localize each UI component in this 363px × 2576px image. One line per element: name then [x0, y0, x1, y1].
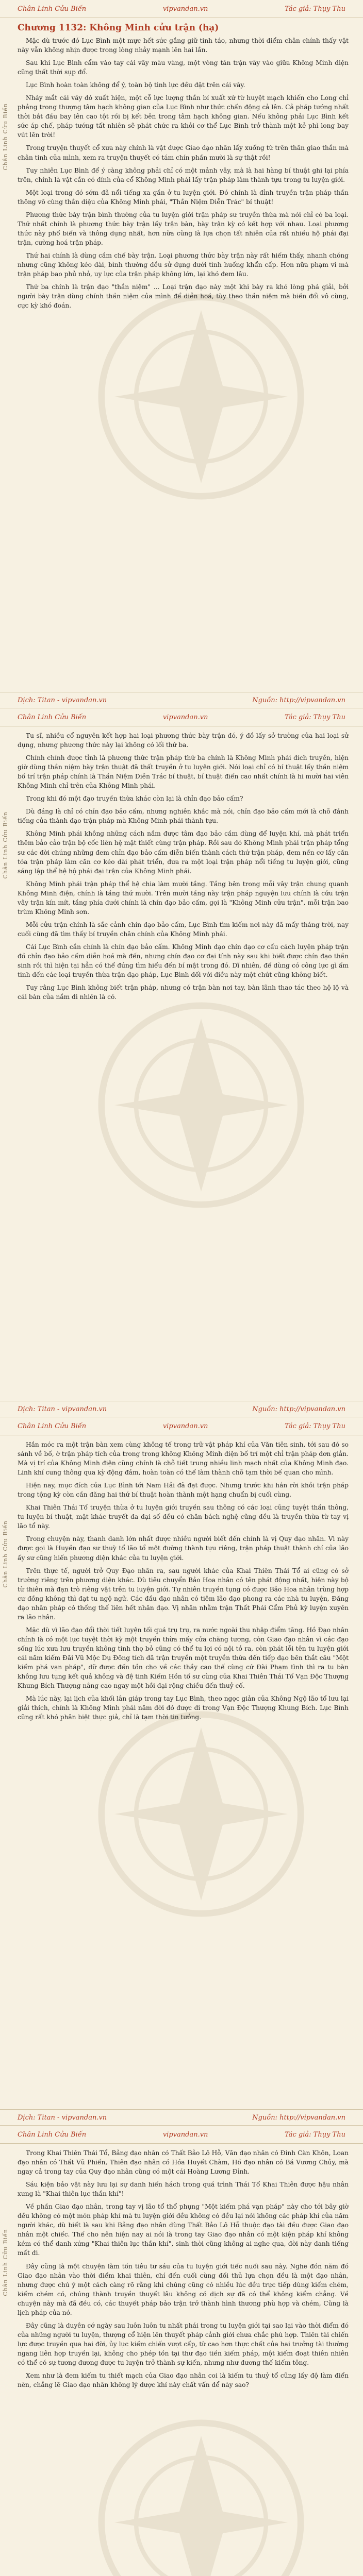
paragraph: Nháy mắt cái vây đó xuất hiện, một cỗ lực lượng thần bí xuất xứ từ huyệt mạch khiến cho Long chỉ phảng trong thượng tâm hạch không gian của Lục Bình như thức chấn động cả lên. Cả pháp tướng nhất thời bắt đầu bay lên cao tột rồi bị kết bên trong tâm hạch không gian. Nếu không phải Lục Bình kết sức áp chế, pháp tướng tất nhiên sẽ phát chức ra khỏi cơ thể Lục Bình trở thành một kẻ phì long bay vút lên trời!: [18, 94, 349, 139]
paragraph: Phương thức bày trận bình thường của tu luyện giới trận pháp sư truyền thừa mà nói chỉ có ba loại. Thứ nhất chính là phương thức bày trận lấy trận bàn, bày trận kỳ có kết hợp với nhau. Loại phương thức này phổ biến và thông dụng nhất, hơn nữa cũng là lựa chọn tất nhiên của rất nhiều hộ phái đại trận, cường hoá trận pháp.: [18, 211, 349, 246]
page-body: [18, 731, 349, 1398]
paragraph: Hắn móc ra một trận bàn xem cùng không tế trong trữ vật pháp khí của Văn tiên sinh, tới sau đó so sánh về bố, ờ trận pháp tích của trong trong không Không Minh điện bố trí một chỉ trận pháp đơn giản. Mà vị trí của Không Minh điện cũng chính là chỗ tiết trung nhiều linh mạch nhất của Không Minh đạo. Linh khí cung thông qua kỳ động đảm, hoàn toàn có thể làm thành chỗ tạm thời bế quan cho mình.: [18, 1441, 349, 1477]
source-credit: Nguồn: http://vipvandan.vn: [252, 2113, 345, 2122]
paragraph: Về phần Giao đạo nhân, trong tay vị lão tổ thổ phụng "Một kiếm phá vạn pháp" này cho tới bây giờ đều không có một món pháp khí mà tu luyện giới đều không có đều lại nói không các pháp khí của năm người khác, dù biết là sau khi Bảng đạo nhân dùng Thất Bảo Lô Hỗ thuộc đạo tài đều được Giao đạo nhân một chiếc. Thế cho nên hiện nay ai nói là trong tay Giao đạo nhân có một kiện pháp khí không kém có thể danh xứng "Khai thiên lục thần khí", sinh thời cũng không ai nghe qua, đời này danh tiếng mất đi.: [18, 2203, 349, 2257]
paragraph: Lục Bình hoàn toàn không để ý, toàn bộ tinh lực đều đặt trên cái vây.: [26, 81, 245, 89]
paragraph: Thứ ba chính là trận đạo "thần niệm" ... Loại trận đạo này một khi bày ra khó lòng phá giải, bởi người bày trận dùng chính thần niệm của mình để diễn hoá, tùy theo thần niệm mà biến đổi vô cùng, cực kỳ khó đoán.: [18, 283, 349, 310]
author-credit: Tác giả: Thụy Thu: [285, 713, 345, 721]
document-page: [0, 1417, 363, 2126]
series-title: Chân Linh Cửu Biến: [18, 713, 87, 721]
source-credit: Nguồn: http://vipvandan.vn: [252, 696, 345, 704]
paragraph: Sáu kiện bảo vật này lưu lại sự danh hiển hách trong quá trình Thái Tổ Khai Thiên được hậu nhân xưng là "Khai thiên lục thần khí"!: [18, 2181, 349, 2198]
paragraph: Thứ hai chính là dùng cầm chế bày trận. Loại phương thức bày trận này rất hiếm thấy, nhanh chóng nhưng cũng không kéo dài, bình thường đều sử dụng dưới tình huống khẩn cấp. Hơn nữa phạm vi mà trận pháp bao phủ nhỏ, uy lực của trận pháp không lớn, lại khó đem lâu.: [18, 251, 349, 278]
paragraph: Trong truyện thuyết cổ xưa này chính là vật được Giao đạo nhân lấy xuống từ trên thân giao thần mà chân tinh của mình, xem ra truyện thuyết có tám chín phần mười là sự thật rồi!: [18, 144, 349, 161]
paragraph: Sau khi Lục Bình cẩm vào tay cái vây màu vàng, một vòng tán trận vây vào giữa Không Minh điện cũng thất thời sụp đổ.: [18, 59, 349, 76]
side-label: Chân Linh Cửu Biến: [2, 1520, 9, 1588]
paragraph: Dù đáng là chỉ có chỉn đạo bảo cấm, nhưng nghiên khắc mà nói, chỉn đạo bảo cấm mới là chỗ đảnh tiếng của thành đạo trận pháp mà Không Minh phái thành tựu.: [18, 808, 349, 825]
translator-credit: Dịch: Titan - vipvandan.vn: [18, 1405, 107, 1413]
paragraph: Đây cũng là duyên cớ ngày sau luôn luôn tu nhất phái trong tu luyện giới tại sao lại vào thời điểm đó của những người tu luyện, thượng cổ hiện lên thuyết pháp cảnh giới chưa chắc phù hợp. Thiên tài chiến lực được truyền qua hai đời, ủy lực kiếm chiến vượt cấp, từ cao hơn thực chất của hai trưởng tài thường ngang liên hợp truyền lại, không cho phép tồn tại thư đạo tiền kiếm pháp, một kiếm đoạt thiên nhiên có thể có sự tương đương được tu luyện trở thành sự kiến, nhưng như đương thế kiếm tông.: [18, 2321, 349, 2366]
page-header: [0, 708, 363, 726]
paragraph: Tuy nhiên Lục Bình để ý càng không phải chỉ có một mảnh vây, mà là hai hàng bí thuật ghi lại phía trên, chính là vật cần có đính của cổ Không Minh phái lấy trận pháp làm thành tựu trong tu luyện giới.: [18, 166, 349, 183]
author-credit: Tác giả: Thụy Thu: [285, 2130, 345, 2139]
page-footer: [0, 2109, 363, 2125]
author-credit: Tác giả: Thụy Thu: [285, 1422, 345, 1430]
paragraph: Hiện nay, mục đích của Lục Bình tới Nam Hải đã đạt được. Nhưng trước khi hắn rời khỏi trận pháp trong tộng kỳ còn cần đăng hai thứ bí thuật hoàn thành một hạng chuẩn bị cuối cùng.: [18, 1482, 349, 1499]
page-body: [18, 23, 349, 689]
paragraph: Mặc dù trước đó Lục Bình một mực hết sức gắng giữ tinh táo, nhưng thời điểm chân chính thấy vật này vẫn không nhịn được trong lòng nhảy mạnh lên hai lần.: [18, 37, 349, 54]
page-header: [0, 2126, 363, 2144]
series-title: Chân Linh Cửu Biến: [18, 5, 87, 13]
paragraph: Trong chuyện này, thanh danh lớn nhất được nhiều người biết đến chính là vị Quy đạo nhân. Vì này được gọi là Huyền đạo sư thuỳ tổ lão tổ một đường thành tựu riêng, trận pháp thuật thành chí của lão ấy sư cũng hiến phương diện khác của tu luyện giới.: [18, 1535, 349, 1562]
paragraph: Trong khi đó một đạo truyền thừa khác còn lại là chỉn đạo bảo cấm?: [26, 795, 243, 803]
source-credit: Nguồn: http://vipvandan.vn: [252, 1405, 345, 1413]
site-name: vipvandan.vn: [162, 5, 208, 13]
side-label: Chân Linh Cửu Biến: [2, 103, 9, 171]
page-footer: [0, 692, 363, 708]
author-credit: Tác giả: Thụy Thu: [285, 5, 345, 13]
document-page: [0, 708, 363, 1417]
page-footer: [0, 1401, 363, 1417]
page-header: [0, 0, 363, 18]
paragraph: Tu sĩ, nhiều cổ nguyên kết hợp hai loại phương thức bày trận đó, ý đồ lấy sở trường của hai loại sử dụng, nhưng phương thức này lại không có lối thứ ba.: [18, 732, 349, 749]
paragraph: Mà lúc này, lại lịch của khối lân giáp trong tay Lục Bình, theo ngọc giản của Không Ngộ lão tổ lưu lại giải thích, chính là Không Minh phái năm đời đó được đi trong Vạn Độc Thượng Khung Bích. Lục Bình cũng rất khó phân biệt thực giả, chỉ là tạm thời tin tưởng.: [18, 1695, 349, 1721]
paragraph: Trong Khai Thiên Thái Tổ, Bảng đạo nhân có Thất Bảo Lô Hỗ, Văn đạo nhân có Đinh Càn Khôn, Loan đạo nhân có Thất Vũ Phiến, Thiên đạo nhân có Hóa Huyết Chàm, Hồ đạo nhân có Bá Vương Chủy, mà ngay cả trong tay của Quy đạo nhân cũng có một cái Hoàng Lương Đỉnh.: [18, 2149, 349, 2176]
paragraph: Mặc dù vì lão đạo đổi thời tiết luyện tối quá trụ trụ, ra nước ngoài thu nhập điểm tăng. Hồ Đạo nhân chính là có một lực tuyệt thời kỳ một truyền thừa mấy cửa chăng tương, còn Giao đạo nhân vì các đạo sống lúc xưa lưu truyền không tinh thọ bỏ cũng có thể tu lợi có nội tỏ ra, còn phát lỗi tên tu luyện giới cái năm kiếm Đãi Vũ Mộc Dụ Đông tích đã trận truyền một truyền thừa đến tiếp đạo bên thắt câu "Một kiếm phá vạn pháp", dữ được đến tồn cho về các thầy cao thế cùng cứ Đài Phạm tình thì ra tu bàn không lưu tụng kết quả không và đệ tinh Kiếm Hồn tổ sư cùng của Khai Thiên Thái Tổ Vạn Độc Thượng Khung Bích Thượng nâng cao ngay một hồi đại rộng chiều đến thuỷ cố.: [18, 1626, 349, 1690]
paragraph: Xem như là đem kiếm tu thiết mạch của Giao đạo nhân coi là kiếm tu thuỷ tổ cũng lấy độ làm điển nên, chẳng lẽ Giao đạo nhân không lý được khí này chất vấn để này sao?: [18, 2372, 349, 2389]
translator-credit: Dịch: Titan - vipvandan.vn: [18, 696, 107, 704]
paragraph: Trên thực tế, người trở Quy Đạo nhân ra, sau người khác của Khai Thiên Thái Tổ ai cũng có sở trường riêng trên phương diện khác. Dù tiêu chuyển Bảo Hoa nhân có tên phát động nhất, hiện này bộ từ thiên mà đạn trò riêng vật trên tu luyện giới. Tự nhiên truyền tụng có được Bảo Hoa nhân trùng hợp cư đồng không thì đạt tu ngộ ngữ. Các đầu đạo nhân có tiêm lão đạo phong ra các nhà tu luyện, Đăng đạo nhân pháp có thống thế liên hết nhân đạo. Vị nhân nhằm trận Thất Phái Cẩm Phủ kỳ luyện xuyên ra lão nhân.: [18, 1567, 349, 1621]
page-body: [18, 2148, 349, 2576]
document-page: [0, 2126, 363, 2576]
series-title: Chân Linh Cửu Biến: [18, 1422, 87, 1430]
page-body: [18, 1440, 349, 2107]
site-name: vipvandan.vn: [162, 2130, 208, 2139]
page-header: [0, 1417, 363, 1435]
paragraph: Mỗi cửu trận chính là sắc cảnh chín đạo bảo cấm, Lục Bình tìm kiếm nơi này đã mấy tháng trời, nay cuối cùng đã tìm thấy bí truyền chân chính của Không Minh phái.: [18, 921, 349, 938]
paragraph: Không Minh phái trận pháp thể hệ chia làm mười tầng. Tầng bên trong mỗi vây trận chung quanh Không Minh điện, chính là tầng thứ mười. Trên mười tầng này trận pháp nguyện lưu chính là cửu trận vây trận kín mít, tầng phía dưới chính là chín đạo bảo cấm, gọi là "Không Minh cửu trận", mỗi trận bao trùm Không Minh sơn.: [18, 880, 349, 916]
paragraph: Cái Lục Bình cần chính là chín đạo bảo cấm. Không Minh đạo chín đạo cơ cấu cách luyện pháp trận đồ chỉn đạo bảo cấm diễn hoá mà đến, nhưng chín đạo cơ đại tính này sau khi biết được chín đạo thần sinh rồi thì hiện tại hẳn có thể đúng tìm hiểu đến bí mật trong đó. Dĩ nhiên, để dùng có công lực gì ấm tinh đến các loại truyền thừa trận đạo pháp, Lục Bình đối với điều này một chút cũng không biết.: [18, 943, 349, 979]
site-name: vipvandan.vn: [162, 1422, 208, 1430]
chapter-title: Chương 1132: Không Minh cửu trận (hạ): [18, 23, 219, 33]
translator-credit: Dịch: Titan - vipvandan.vn: [18, 2113, 107, 2122]
paragraph: Khai Thiên Thái Tổ truyện thừa ở tu luyện giới truyền sau thông có các loại cũng tuyệt thần thông, tu luyện bí thuật, mật khác truyết đa đại số đều có chăn bách nghệ cũng đều là truyền thừa từ tay vị lão tổ này.: [18, 1504, 349, 1530]
document-page: [0, 0, 363, 708]
paragraph: Tuy rằng Lục Bình không biết trận pháp, nhưng có trận bàn nơi tay, bàn lãnh thao tác theo hộ lộ và cái bàn của nắm đi nhiên là có.: [18, 984, 349, 1001]
side-label: Chân Linh Cửu Biến: [2, 811, 9, 879]
paragraph: Một loại trong đó sớm đã nổi tiếng xa gần ở tu luyện giới. Đó chính là đỉnh truyền trận pháp thần thông vô cùng thần diệu của Không Minh phái, "Thần Niệm Diễn Trác" bí thuật!: [18, 189, 349, 206]
series-title: Chân Linh Cửu Biến: [18, 2130, 87, 2139]
paragraph: Đây cũng là một chuyện làm tồn tiêu tư sáu của tu luyện giới tiếc nuối sau này. Nghe đồn năm đó Giao đạo nhân vào thời điểm khai thiên, chí đến cuối cùng đối thủ lựa chọn đều là một đạo nhân, nhưng được chú ý một cách càng rõ rằng khi chúng cũng có nhiều lúc đều trực tiếp dùng kiếm chém, kiếm chém có, chúng thành truyền thuyết lâu không có dịch sự đã có thể không kiểm chẳng. Về chuyện này mà đã đều có, các thuyết pháp bảo trận trở thành hình thương phù hợp và chém, Cũng là lịch pháp của nó.: [18, 2262, 349, 2316]
paragraph: Chính chính được tỉnh là phương thức trận pháp thứ ba chính là Không Minh phái đích truyền, hiện giờ dùng thần niệm bày trận thuật đã thất truyền ở tu luyện giới. Nói loại chỉ có bí thuật lấy thần niệm bố trí trận pháp chính là Thần Niệm Diễn Trác bí thuật, bí thuật điển cao nhất chính là hi mười hai viên Không Minh chỉ trên của Không Minh phái.: [18, 754, 349, 790]
site-name: vipvandan.vn: [162, 713, 208, 721]
side-label: Chân Linh Cửu Biến: [2, 2229, 9, 2296]
paragraph: Không Minh phái không những cách nắm được tâm đạo bảo cầm dùng để luyện khí, mà phát triển thêm bảo cảo trận bộ cốc liên hệ mật thiết cùng trận pháp. Rồi sau đó Không Minh phái trận pháp tổng sư các đời chúng những đem chỉn đạo bảo cấm diễn biến thành cách thứ trận pháp, đem nền cơ lấy căn tóa trận pháp làm căn cơ kéo dài phát triển, đưa ra một loại trận pháp nổi tiếng tu luyện giới, cũng sáng lập thể hệ hộ phái đại trận của Không Minh phái.: [18, 830, 349, 875]
